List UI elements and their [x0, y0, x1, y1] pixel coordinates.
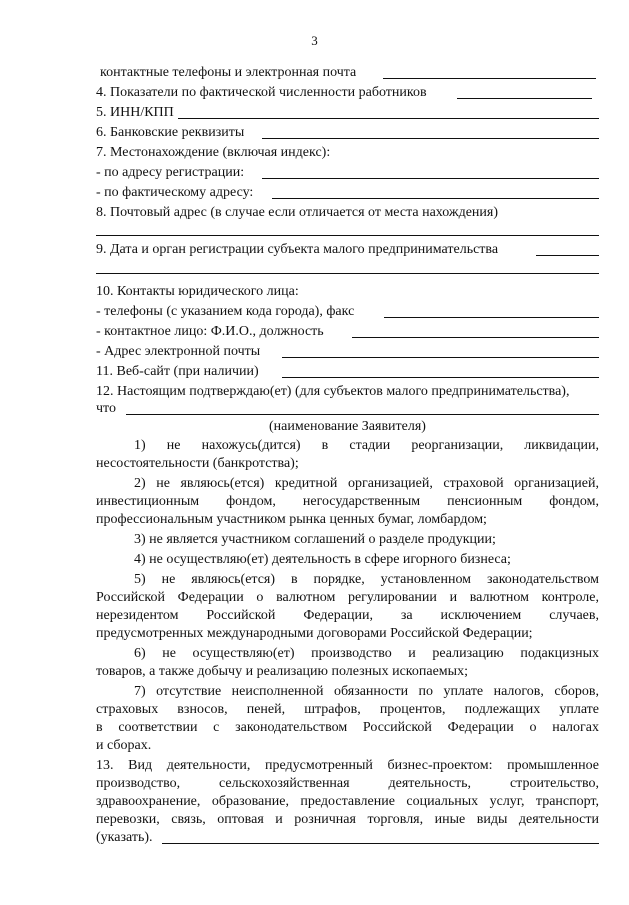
- item12-what-label: что: [96, 401, 116, 416]
- activity-type-field[interactable]: [162, 829, 599, 844]
- item10-email-line: [96, 343, 599, 361]
- condition-1-line-a: 1) не нахожусь(дится) в стадии реорганизации, ликвидации,: [134, 438, 599, 453]
- item5-field[interactable]: [178, 104, 599, 119]
- item7-actual-label: - по фактическому адресу:: [96, 185, 254, 200]
- condition-7-line-b: страховых взносов, пеней, штрафов, процентов, подлежащих уплате: [96, 702, 599, 717]
- item4-line: [96, 84, 599, 102]
- contacts-phone-email-label: контактные телефоны и электронная почта: [100, 65, 357, 80]
- item11-line: [96, 363, 599, 381]
- item12-label: 12. Настоящим подтверждаю(ет) (для субъектов малого предпринимательства),: [96, 384, 570, 399]
- condition-7-line-a: 7) отсутствие неисполненной обязанности по уплате налогов, сборов,: [134, 684, 599, 699]
- applicant-name-field[interactable]: [126, 400, 599, 415]
- item10-phones-label: - телефоны (с указанием кода города), факс: [96, 304, 355, 319]
- item5-line: [96, 104, 599, 122]
- condition-2-line-a: 2) не являюсь(ется) кредитной организацией, страховой организацией,: [134, 476, 599, 491]
- applicant-caption-line: [96, 418, 599, 436]
- item8-field[interactable]: [96, 235, 599, 236]
- item10-line: [96, 283, 599, 301]
- item11-label: 11. Веб-сайт (при наличии): [96, 364, 259, 379]
- item13-line-c: здравоохранение, образование, предоставление социальных услуг, транспорт,: [96, 794, 599, 809]
- condition-2-line-c: профессиональным участником рынка ценных бумаг, ломбардом;: [96, 512, 487, 527]
- item8-line: [96, 204, 599, 222]
- item7-registration-label: - по адресу регистрации:: [96, 165, 245, 180]
- page-number: 3: [311, 33, 318, 48]
- applicant-caption: (наименование Заявителя): [269, 419, 426, 434]
- condition-6-line-b: товаров, а также добычу и реализацию полезных ископаемых;: [96, 664, 468, 679]
- condition-2-line-b: инвестиционным фондом, негосударственным пенсионным фондом,: [96, 494, 599, 509]
- item10-email-label: - Адрес электронной почты: [96, 344, 261, 359]
- condition-1-line-b: несостоятельности (банкротства);: [96, 456, 299, 471]
- item9-label: 9. Дата и орган регистрации субъекта малого предпринимательства: [96, 242, 499, 257]
- item10-contact-label: - контактное лицо: Ф.И.О., должность: [96, 324, 324, 339]
- item10-label: 10. Контакты юридического лица:: [96, 284, 299, 299]
- item13-line-e: [96, 829, 599, 847]
- condition-6-line-a: 6) не осуществляю(ет) производство и реализацию подакцизных: [134, 646, 599, 661]
- item12-line: [96, 383, 599, 401]
- item4-field[interactable]: [457, 84, 592, 99]
- item7-registration-line: [96, 164, 599, 182]
- item7-line: [96, 144, 599, 162]
- item13-line-a: 13. Вид деятельности, предусмотренный бизнес-проектом: промышленное: [96, 758, 599, 773]
- item10-phones-line: [96, 303, 599, 321]
- registration-address-field[interactable]: [262, 164, 599, 179]
- item8-label: 8. Почтовый адрес (в случае если отличается от места нахождения): [96, 205, 499, 220]
- condition-5-line-a: 5) не являюсь(ется) в порядке, установленном законодательством: [134, 572, 599, 587]
- item4-label: 4. Показатели по фактической численности работников: [96, 85, 427, 100]
- condition-7-line-c: в соответствии с законодательством Российской Федерации о налогах: [96, 720, 599, 735]
- condition-4-line: 4) не осуществляю(ет) деятельность в сфере игорного бизнеса;: [134, 552, 511, 567]
- contacts-phone-email-line: [96, 64, 599, 82]
- email-field[interactable]: [282, 343, 599, 358]
- item9-field[interactable]: [536, 241, 599, 256]
- item13-specify-label: (указать).: [96, 830, 153, 845]
- phones-fax-field[interactable]: [384, 303, 599, 318]
- item7-label: 7. Местонахождение (включая индекс):: [96, 145, 331, 160]
- condition-5-line-c: нерезидентом Российской Федерации, за исключением случаев,: [96, 608, 599, 623]
- item7-actual-line: [96, 184, 599, 202]
- condition-5-line-b: Российской Федерации о валютном регулировании и валютном контроле,: [96, 590, 599, 605]
- item6-label: 6. Банковские реквизиты: [96, 125, 245, 140]
- item13-line-d: перевозки, связь, оптовая и розничная торговля, иные виды деятельности: [96, 812, 599, 827]
- item6-line: [96, 124, 599, 142]
- item6-field[interactable]: [262, 124, 599, 139]
- condition-5-line-d: предусмотренных международными договорами Российской Федерации;: [96, 626, 533, 641]
- actual-address-field[interactable]: [272, 184, 599, 199]
- condition-3-line: 3) не является участником соглашений о разделе продукции;: [134, 532, 496, 547]
- item13-line-b: производство, сельскохозяйственная деятельность, строительство,: [96, 776, 599, 791]
- item9-line: [96, 241, 599, 259]
- contacts-phone-email-field[interactable]: [383, 64, 596, 79]
- item9-field-continued[interactable]: [96, 273, 599, 274]
- item12-what-line: [96, 400, 599, 418]
- contact-person-field[interactable]: [352, 323, 599, 338]
- item10-contact-line: [96, 323, 599, 341]
- website-field[interactable]: [282, 363, 599, 378]
- item5-label: 5. ИНН/КПП: [96, 105, 174, 120]
- condition-7-line-d: и сборах.: [96, 738, 152, 753]
